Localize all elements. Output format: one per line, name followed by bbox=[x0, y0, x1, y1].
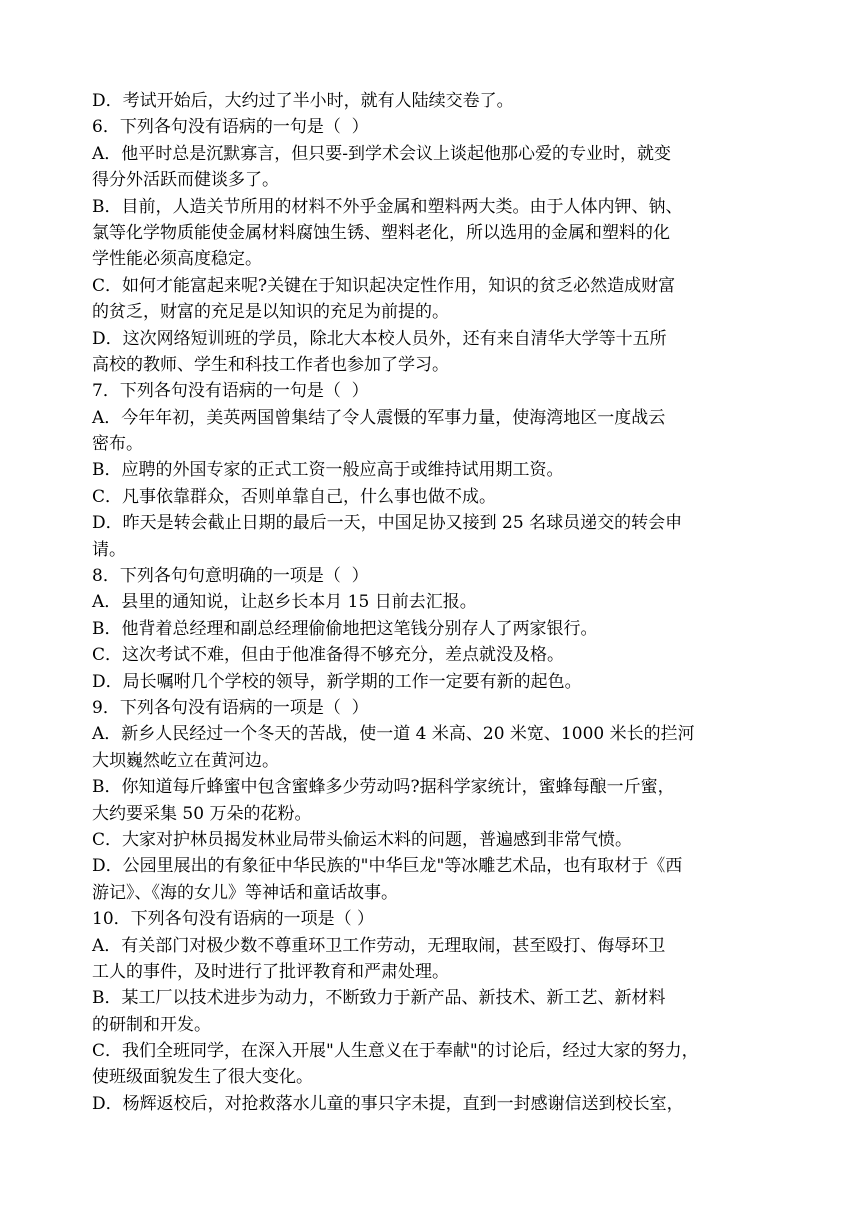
text-body bbox=[92, 88, 768, 1117]
text-line: D．公园里展出的有象征中华民族的"中华巨龙"等冰雕艺术品，也有取材于《西 bbox=[92, 856, 683, 877]
text-line: A．他平时总是沉默寡言，但只要-到学术会议上谈起他那心爱的专业时，就变 bbox=[92, 143, 672, 164]
text-line: A．县里的通知说，让赵乡长本月 15 日前去汇报。 bbox=[92, 592, 477, 613]
text-line: B．应聘的外国专家的正式工资一般应高于或维持试用期工资。 bbox=[92, 460, 564, 481]
text-line: D．昨天是转会截止日期的最后一天，中国足协又接到 25 名球员递交的转会申 bbox=[92, 513, 683, 534]
text-line: D．杨辉返校后，对抢救落水儿童的事只字未提，直到一封感谢信送到校长室， bbox=[92, 1093, 684, 1114]
question-heading: 10．下列各句没有语病的一项是（ ） bbox=[92, 909, 375, 930]
text-line: C．如何才能富起来呢?关键在于知识起决定性作用，知识的贫乏必然造成财富 bbox=[92, 275, 676, 296]
text-line: B．目前，人造关节所用的材料不外乎金属和塑料两大类。由于人体内钾、钠、 bbox=[92, 196, 683, 217]
text-line: B．某工厂以技术进步为动力，不断致力于新产品、新技术、新工艺、新材料 bbox=[92, 988, 666, 1009]
text-line: 学性能必须高度稳定。 bbox=[92, 249, 262, 270]
text-line: 游记》、《海的女儿》等神话和童话故事。 bbox=[92, 882, 398, 903]
text-line: D．考试开始后，大约过了半小时，就有人陆续交卷了。 bbox=[92, 91, 514, 111]
text-line: C．凡事依靠群众，否则单靠自己，什么事也做不成。 bbox=[92, 486, 497, 507]
text-line: 请。 bbox=[92, 539, 126, 560]
text-line: C．大家对护林员揭发林业局带头偷运木料的问题，普遍感到非常气愤。 bbox=[92, 829, 633, 850]
text-line: A．有关部门对极少数不尊重环卫工作劳动，无理取闹，甚至殴打、侮辱环卫 bbox=[92, 935, 666, 956]
text-line: D．这次网络短训班的学员，除北大本校人员外，还有来自清华大学等十五所 bbox=[92, 328, 667, 349]
question-heading: 7．下列各句没有语病的一句是（ ） bbox=[92, 381, 369, 402]
text-line: D．局长嘱咐几个学校的领导，新学期的工作一定要有新的起色。 bbox=[92, 671, 582, 692]
question-heading: 6．下列各句没有语病的一句是（ ） bbox=[92, 117, 369, 138]
text-line: B．你知道每斤蜂蜜中包含蜜蜂多少劳动吗?据科学家统计，蜜蜂每酿一斤蜜， bbox=[92, 777, 675, 798]
text-line: 得分外活跃而健谈多了。 bbox=[92, 170, 279, 191]
text-line: B．他背着总经理和副总经理偷偷地把这笔钱分别存人了两家银行。 bbox=[92, 618, 598, 639]
text-line: 的研制和开发。 bbox=[92, 1014, 211, 1035]
text-line: C．我们全班同学，在深入开展"人生意义在于奉献"的讨论后，经过大家的努力， bbox=[92, 1041, 699, 1062]
text-line: 使班级面貌发生了很大变化。 bbox=[92, 1067, 313, 1088]
text-line: 大坝巍然屹立在黄河边。 bbox=[92, 750, 279, 771]
text-line: 大约要采集 50 万朵的花粉。 bbox=[92, 803, 312, 824]
question-heading: 9．下列各句没有语病的一项是（ ） bbox=[92, 697, 369, 718]
text-line: A．今年年初，美英两国曾集结了令人震慑的军事力量，使海湾地区一度战云 bbox=[92, 407, 666, 428]
text-line: 高校的教师、学生和科技工作者也参加了学习。 bbox=[92, 354, 449, 375]
text-line: A．新乡人民经过一个冬天的苦战，使一道 4 米高、20 米宽、1000 米长的拦河 bbox=[92, 724, 695, 745]
text-line: 氯等化学物质能使金属材料腐蚀生锈、塑料老化，所以选用的金属和塑料的化 bbox=[92, 222, 670, 243]
text-line: 的贫乏，财富的充足是以知识的充足为前提的。 bbox=[92, 302, 449, 323]
text-line: C．这次考试不难，但由于他准备得不够充分，差点就没及格。 bbox=[92, 645, 565, 666]
text-line: 密布。 bbox=[92, 434, 143, 455]
text-line: 工人的事件，及时进行了批评教育和严肃处理。 bbox=[92, 961, 449, 982]
question-heading: 8．下列各句句意明确的一项是（ ） bbox=[92, 566, 369, 587]
